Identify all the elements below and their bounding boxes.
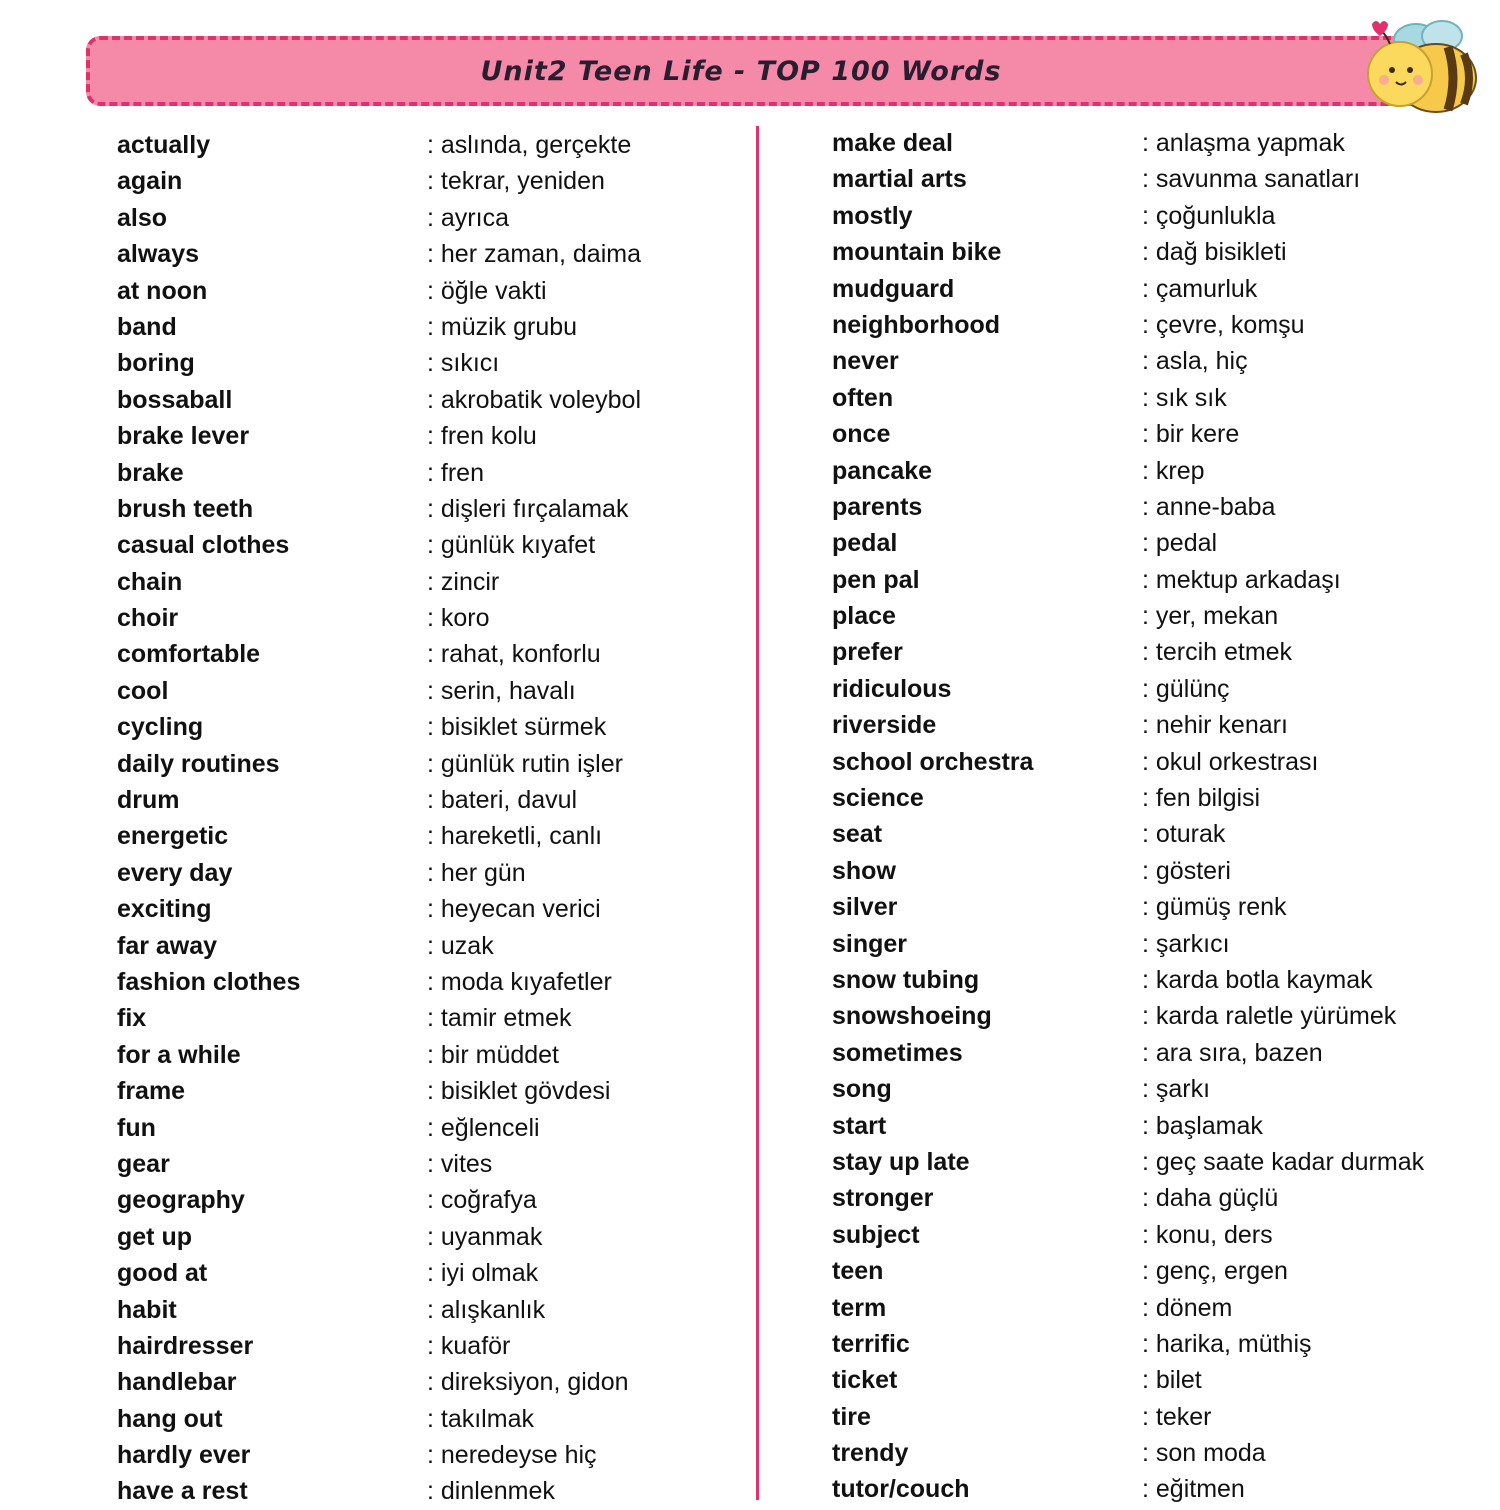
vocab-meaning: : moda kıyafetler [427,967,612,996]
vocab-meaning: : çoğunlukla [1142,201,1276,230]
vocab-meaning: : günlük rutin işler [427,749,623,778]
vocab-word: habit [117,1295,177,1324]
vocab-meaning: : koro [427,604,490,633]
vocab-word: school orchestra [832,747,1034,776]
vocab-word: neighborhood [832,310,1001,339]
vocab-meaning: : ayrıca [427,203,509,232]
vocab-meaning: : öğle vakti [427,276,547,305]
vocab-word: snowshoeing [832,1002,992,1031]
vocab-meaning: : takılmak [427,1404,534,1433]
vocab-word: casual clothes [117,531,290,560]
vocab-meaning: : fren kolu [427,422,537,451]
vocab-word: daily routines [117,749,280,778]
vocab-word: fun [117,1113,156,1142]
vocab-meaning: : gösteri [1142,856,1231,885]
vocab-meaning: : fren [427,458,484,487]
vocab-meaning: : alışkanlık [427,1295,546,1324]
vocab-meaning: : iyi olmak [427,1259,539,1288]
vocab-meaning: : zincir [427,567,500,596]
vocab-meaning: : bir kere [1142,420,1240,449]
vocab-meaning: : dişleri fırçalamak [427,494,629,523]
vocab-word: trendy [832,1439,909,1468]
vocab-meaning: : mektup arkadaşı [1142,565,1341,594]
vocab-word: again [117,167,183,196]
vocab-meaning: : dönem [1142,1293,1233,1322]
vocab-word: brake lever [117,422,250,451]
vocab-meaning: : serin, havalı [427,676,576,705]
vocab-word: pen pal [832,565,920,594]
vocab-word: get up [117,1222,192,1251]
vocab-meaning: : uyanmak [427,1222,543,1251]
vocab-meaning: : pedal [1142,529,1218,558]
vocab-meaning: : her gün [427,858,526,887]
vocab-meaning: : başlamak [1142,1111,1263,1140]
vocab-meaning: : fen bilgisi [1142,784,1261,813]
vocab-meaning: : şarkı [1142,1075,1211,1104]
page-title: Unit2 Teen Life - TOP 100 Words [480,55,1002,87]
vocab-meaning: : müzik grubu [427,312,578,341]
vocab-meaning: : oturak [1142,820,1226,849]
vocab-word: geography [117,1186,245,1215]
vocab-word: subject [832,1220,920,1249]
vocab-meaning: : rahat, konforlu [427,640,601,669]
vocab-meaning: : harika, müthiş [1142,1329,1312,1358]
title-banner [86,36,1426,106]
vocab-word: term [832,1293,887,1322]
vocab-meaning: : savunma sanatları [1142,165,1361,194]
vocab-word: drum [117,786,180,815]
vocab-word: fix [117,1004,147,1033]
vocab-word: silver [832,893,898,922]
column-divider [756,126,759,1500]
vocab-word: far away [117,931,218,960]
vocab-word: energetic [117,822,229,851]
vocab-word: cool [117,676,169,705]
vocab-word: song [832,1075,892,1104]
vocab-meaning: : krep [1142,456,1205,485]
vocab-word: brush teeth [117,494,254,523]
vocab-meaning: : sıkıcı [427,349,500,378]
vocab-word: ridiculous [832,674,952,703]
vocab-meaning: : eğlenceli [427,1113,540,1142]
vocab-meaning: : son moda [1142,1439,1266,1468]
vocab-meaning: : karda raletle yürümek [1142,1002,1397,1031]
vocab-word: singer [832,929,908,958]
vocab-meaning: : gümüş renk [1142,893,1287,922]
vocab-meaning: : vites [427,1149,493,1178]
vocab-word: brake [117,458,184,487]
vocab-word: never [832,347,899,376]
vocab-meaning: : sık sık [1142,383,1227,412]
vocab-word: start [832,1111,887,1140]
vocab-word: teen [832,1257,884,1286]
vocab-word: band [117,312,177,341]
bee-icon [1356,14,1482,118]
vocab-word: mudguard [832,274,955,303]
vocab-word: snow tubing [832,965,980,994]
vocab-meaning: : teker [1142,1402,1212,1431]
vocab-word: science [832,784,924,813]
vocab-meaning: : bisiklet sürmek [427,713,607,742]
vocab-meaning: : hareketli, canlı [427,822,603,851]
vocab-meaning: : geç saate kadar durmak [1142,1147,1425,1176]
vocab-word: once [832,420,891,449]
vocab-word: martial arts [832,165,967,194]
vocab-word: every day [117,858,233,887]
vocab-meaning: : çamurluk [1142,274,1258,303]
vocab-word: bossaball [117,385,233,414]
vocab-word: at noon [117,276,208,305]
vocab-meaning: : çevre, komşu [1142,310,1305,339]
vocab-meaning: : şarkıcı [1142,929,1230,958]
vocab-word: handlebar [117,1368,237,1397]
vocab-meaning: : konu, ders [1142,1220,1273,1249]
vocab-word: fashion clothes [117,967,301,996]
vocab-meaning: : okul orkestrası [1142,747,1319,776]
vocab-word: for a while [117,1040,241,1069]
vocab-meaning: : aslında, gerçekte [427,131,632,159]
vocab-word: boring [117,349,195,378]
vocab-word: hardly ever [117,1441,251,1470]
vocab-word: seat [832,820,883,849]
vocab-meaning: : bisiklet gövdesi [427,1077,611,1106]
vocab-meaning: : bilet [1142,1366,1202,1395]
vocab-word: show [832,856,896,885]
vocab-meaning: : eğitmen [1142,1475,1245,1504]
vocab-word: gear [117,1149,170,1178]
vocab-word: pancake [832,456,933,485]
vocab-meaning: : her zaman, daima [427,240,641,269]
vocab-meaning: : heyecan verici [427,895,601,924]
vocab-meaning: : gülünç [1142,674,1230,703]
vocab-word: stronger [832,1184,934,1213]
vocab-word: exciting [117,895,212,924]
vocab-meaning: : yer, mekan [1142,602,1279,631]
vocab-word: riverside [832,711,937,740]
vocab-word: always [117,240,200,269]
vocab-meaning: : dinlenmek [427,1477,555,1506]
vocab-word: parents [832,492,923,521]
vocab-meaning: : bateri, davul [427,786,578,815]
vocab-meaning: : tekrar, yeniden [427,167,605,196]
vocab-word: hairdresser [117,1331,254,1360]
vocab-word: ticket [832,1366,898,1395]
vocab-meaning: : tercih etmek [1142,638,1293,667]
vocab-meaning: : dağ bisikleti [1142,238,1287,267]
vocab-meaning: : nehir kenarı [1142,711,1288,740]
vocab-meaning: : daha güçlü [1142,1184,1279,1213]
vocab-meaning: : uzak [427,931,494,960]
vocab-word: also [117,203,168,232]
vocab-word: frame [117,1077,186,1106]
vocab-meaning: : coğrafya [427,1186,537,1215]
vocab-word: mostly [832,201,913,230]
vocab-word: pedal [832,529,898,558]
vocab-meaning: : genç, ergen [1142,1257,1288,1286]
vocab-meaning: : bir müddet [427,1040,560,1069]
vocab-meaning: : karda botla kaymak [1142,965,1373,994]
vocab-word: place [832,602,896,631]
vocab-word: terrific [832,1329,910,1358]
vocab-meaning: : asla, hiç [1142,347,1248,376]
vocab-meaning: : anlaşma yapmak [1142,129,1345,157]
vocab-meaning: : ara sıra, bazen [1142,1038,1323,1067]
vocab-word: often [832,383,894,412]
vocab-meaning: : direksiyon, gidon [427,1368,629,1397]
vocab-word: cycling [117,713,204,742]
vocab-meaning: : neredeyse hiç [427,1441,597,1470]
vocab-word: comfortable [117,640,261,669]
vocab-word: sometimes [832,1038,963,1067]
vocab-meaning: : kuaför [427,1331,511,1360]
vocab-word: make deal [832,129,953,157]
vocab-meaning: : tamir etmek [427,1004,572,1033]
vocab-word: chain [117,567,183,596]
vocab-word: have a rest [117,1477,248,1506]
vocab-word: mountain bike [832,238,1002,267]
vocab-meaning: : akrobatik voleybol [427,385,642,414]
vocab-word: stay up late [832,1147,970,1176]
vocab-word: tire [832,1402,871,1431]
vocab-word: prefer [832,638,903,667]
vocab-word: actually [117,131,211,159]
vocab-word: choir [117,604,179,633]
vocab-word: hang out [117,1404,223,1433]
vocab-word: good at [117,1259,208,1288]
vocab-meaning: : anne-baba [1142,492,1276,521]
vocab-meaning: : günlük kıyafet [427,531,596,560]
vocab-word: tutor/couch [832,1475,970,1504]
